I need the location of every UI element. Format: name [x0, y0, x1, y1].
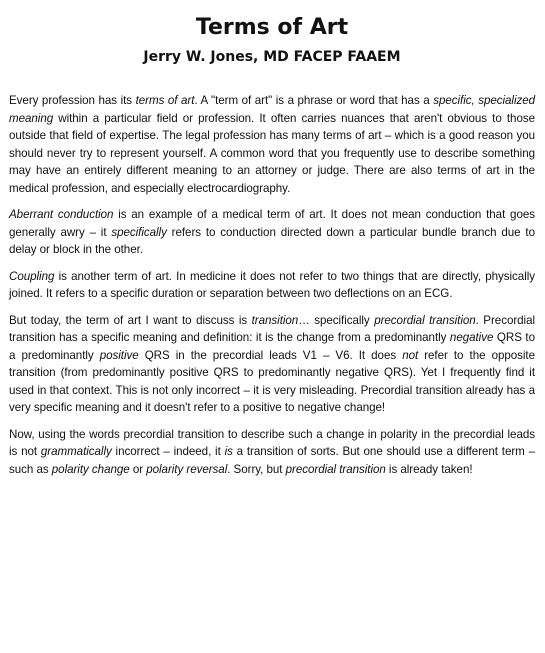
text-run: . Sorry, but: [227, 462, 286, 476]
text-run: . Precordial transition has a specific meaning and definition: it is the change from a predominantly: [9, 313, 536, 344]
emphasized-text: specifically: [111, 225, 167, 239]
text-run: is already taken!: [385, 462, 473, 476]
text-run: QRS in the precordial leads V1 – V6. It does: [138, 348, 403, 362]
emphasized-text: positive: [99, 348, 139, 362]
emphasized-text: Coupling: [9, 269, 55, 283]
paragraph-3: [9, 268, 535, 303]
article-author: Jerry W. Jones, MD FACEP FAAEM: [143, 49, 401, 65]
paragraph-4: [9, 312, 535, 417]
text-run: Every profession has its: [9, 94, 136, 107]
emphasized-text: precordial transition: [285, 462, 386, 476]
emphasized-text: grammatically: [40, 445, 112, 458]
paragraph-1: [9, 92, 535, 197]
paragraph-2: [9, 206, 535, 259]
text-run: refers to conduction directed down a particular bundle branch due to delay or block in the other.: [9, 225, 535, 256]
paragraph-5: [9, 426, 535, 479]
text-run: or: [129, 462, 147, 476]
article-title: Terms of Art: [195, 15, 349, 40]
emphasized-text: polarity change: [51, 462, 130, 476]
emphasized-text: is: [224, 445, 233, 458]
emphasized-text: Aberrant conduction: [9, 208, 114, 221]
text-run: refer to the opposite transition (from predominantly positive QRS to predominantly negative QRS). Yet I frequently find it used in that context. This is not only incorrect – it is very misleading. Precordial transition already has a very specific meaning and it doesn't refer to a positive to negative change!: [9, 348, 535, 414]
emphasized-text: polarity reversal: [146, 462, 228, 476]
text-run: But today, the term of art I want to discuss is: [9, 313, 252, 327]
emphasized-text: negative: [449, 331, 494, 344]
emphasized-text: not: [402, 348, 419, 362]
text-run: a transition of sorts. But one should use a different term – such as: [9, 445, 535, 476]
emphasized-text: specific, specialized meaning: [9, 94, 536, 125]
text-run: Now, using the words precordial transition to describe such a change in polarity in the precordial leads is not: [9, 427, 535, 458]
emphasized-text: terms of art: [135, 94, 195, 107]
text-run: . A "term of art" is a phrase or word that has a: [194, 94, 434, 107]
text-run: QRS to a predominantly: [9, 331, 535, 362]
article-body: [9, 92, 535, 478]
text-run: is another term of art. In medicine it does not refer to two things that are directly, physically joined. It refers to a specific duration or separation between two deflections on an ECG.: [9, 269, 535, 300]
text-run: within a particular field or profession. It often carries nuances that aren't obvious to those outside that field of expertise. The legal profession has many terms of art – which is a good reason you should never try to represent yourself. A common word that you frequently use to describe something may have an entirely different meaning to an attorney or judge. There are also terms of art in the medical profession, and especially electrocardiography.: [9, 111, 535, 195]
text-run: is an example of a medical term of art. It does not mean conduction that goes generally awry – it: [9, 208, 535, 239]
emphasized-text: transition: [251, 313, 299, 327]
emphasized-text: precordial transition: [374, 313, 476, 327]
text-run: incorrect – indeed, it: [111, 445, 225, 458]
text-run: … specifically: [298, 313, 375, 327]
